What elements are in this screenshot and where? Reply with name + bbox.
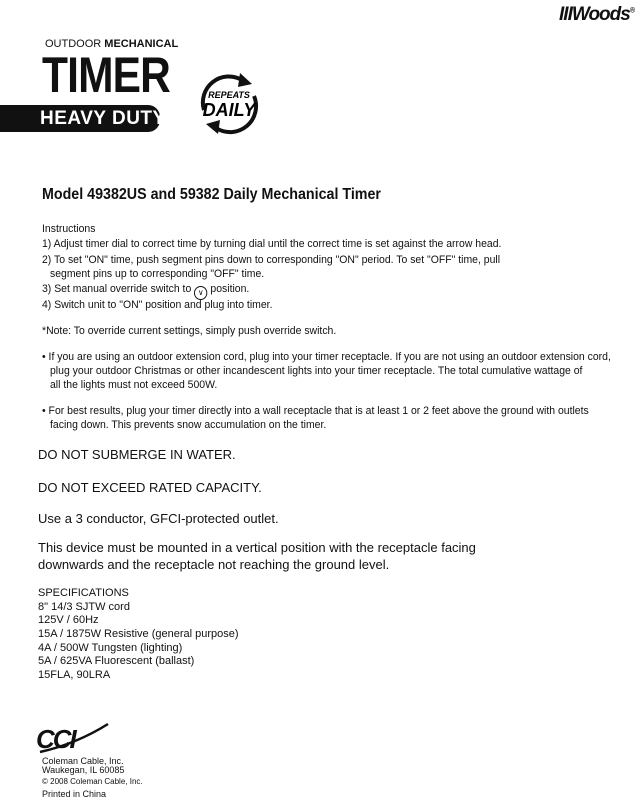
- warning-submerge: DO NOT SUBMERGE IN WATER.: [38, 447, 236, 462]
- spec-item: 5A / 625VA Fluorescent (ballast): [38, 655, 195, 667]
- placement-tip: facing down. This prevents snow accumulation on the timer.: [50, 419, 327, 431]
- extension-cord-tip: • If you are using an outdoor extension cord, plug into your timer receptacle. If you are not using an outdoor extension cord,: [42, 351, 611, 363]
- woods-logo: IIIWoods®: [559, 4, 634, 25]
- instruction-step: segment pins up to corresponding "OFF" time.: [50, 268, 265, 280]
- mounting-note: downwards and the receptacle not reaching the ground level.: [38, 557, 390, 572]
- repeat-arrows-icon: [192, 70, 266, 136]
- placement-tip: • For best results, plug your timer directly into a wall receptacle that is at least 1 or 2 feet above the ground with outlets: [42, 405, 589, 417]
- warning-capacity: DO NOT EXCEED RATED CAPACITY.: [38, 480, 262, 495]
- copyright: © 2008 Coleman Cable, Inc.: [42, 777, 143, 786]
- instruction-step: 2) To set "ON" time, push segment pins down to corresponding "ON" period. To set "OFF" time, pull: [42, 254, 501, 266]
- spec-item: 125V / 60Hz: [38, 614, 99, 626]
- svg-text:DAILY: DAILY: [202, 100, 256, 120]
- extension-cord-tip: all the lights must not exceed 500W.: [50, 379, 218, 391]
- company-name: Coleman Cable, Inc.: [42, 756, 124, 766]
- spec-item: 15FLA, 90LRA: [38, 669, 111, 681]
- spec-item: 15A / 1875W Resistive (general purpose): [38, 628, 239, 640]
- cci-logo-swoosh: [36, 722, 112, 756]
- printed-in: Printed in China: [42, 789, 107, 799]
- spec-item: 8" 14/3 SJTW cord: [38, 601, 130, 613]
- spec-item: 4A / 500W Tungsten (lighting): [38, 642, 183, 654]
- mounting-note: This device must be mounted in a vertical position with the receptacle facing: [38, 540, 476, 555]
- specs-heading: SPECIFICATIONS: [38, 587, 129, 599]
- instruction-step: 1) Adjust timer dial to correct time by turning dial until the correct time is set against the arrow head.: [42, 238, 502, 250]
- svg-text:REPEATS: REPEATS: [208, 90, 250, 100]
- cci-logo: CCI: [36, 724, 75, 754]
- override-note: *Note: To override current settings, simply push override switch.: [42, 325, 337, 337]
- product-name: TIMER: [42, 47, 170, 103]
- repeats-daily-badge: [192, 70, 266, 136]
- override-position-icon: ∨: [194, 286, 207, 300]
- instruction-step: 3) Set manual override switch to ∨ position.: [42, 283, 249, 300]
- instructions-heading: Instructions: [42, 223, 96, 235]
- document-title: Model 49382US and 59382 Daily Mechanical Timer: [42, 186, 381, 203]
- instruction-step: 4) Switch unit to "ON" position and plug into timer.: [42, 299, 273, 311]
- extension-cord-tip: plug your outdoor Christmas or other incandescent lights into your timer receptacle. The total cumulative wattage of: [50, 365, 583, 377]
- warning-outlet: Use a 3 conductor, GFCI-protected outlet.: [38, 511, 279, 526]
- company-address: Waukegan, IL 60085: [42, 765, 125, 775]
- product-kicker: OUTDOOR MECHANICAL: [45, 38, 179, 50]
- heavy-duty-banner: HEAVY DUTY: [0, 105, 160, 132]
